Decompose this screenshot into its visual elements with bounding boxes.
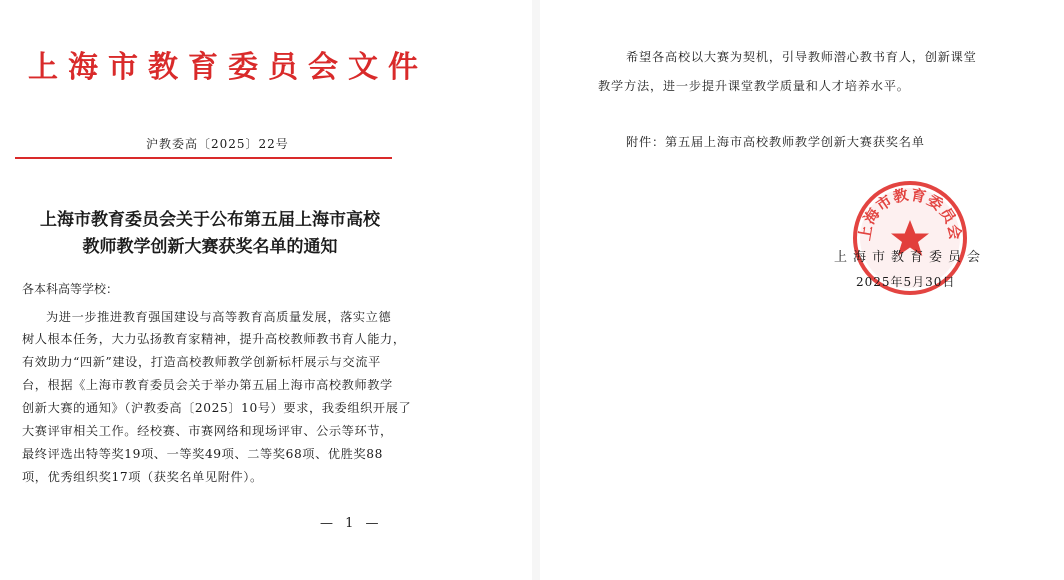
document-header-title: 上海市教育委员会文件 bbox=[28, 50, 428, 85]
issue-date: 2025年5月30日 bbox=[856, 275, 956, 289]
notice-title-line-1: 上海市教育委员会关于公布第五届上海市高校 bbox=[40, 210, 380, 230]
body-paragraph-line: 希望各高校以大赛为契机，引导教师潜心教书育人，创新课堂 bbox=[626, 50, 977, 64]
body-paragraph-line: 创新大赛的通知》（沪教委高〔2025〕10号）要求，我委组织开展了 bbox=[22, 401, 412, 415]
body-paragraph-line: 最终评选出特等奖19项、一等奖49项、二等奖68项、优胜奖88 bbox=[22, 447, 383, 461]
body-paragraph-line: 有效助力“四新”建设，打造高校教师教学创新标杆展示与交流平 bbox=[22, 355, 381, 369]
notice-title-line-2: 教师教学创新大赛获奖名单的通知 bbox=[82, 237, 338, 257]
body-paragraph-line: 项，优秀组织奖17项（获奖名单见附件）。 bbox=[22, 470, 263, 484]
red-divider-line bbox=[15, 157, 392, 159]
body-paragraph-line: 为进一步推进教育强国建设与高等教育高质量发展，落实立德 bbox=[46, 310, 392, 324]
body-paragraph-line: 台，根据《上海市教育委员会关于举办第五届上海市高校教师教学 bbox=[22, 378, 393, 392]
page-gutter bbox=[532, 0, 540, 580]
seal-text: 上海市教育委员会 bbox=[855, 185, 965, 242]
attachment-line: 附件：第五届上海市高校教师教学创新大赛获奖名单 bbox=[626, 135, 925, 149]
salutation: 各本科高等学校： bbox=[22, 282, 119, 296]
body-paragraph-line: 树人根本任务，大力弘扬教育家精神，提升高校教师教书育人能力， bbox=[22, 332, 406, 346]
page-number: — 1 — bbox=[320, 516, 383, 531]
body-paragraph-line: 大赛评审相关工作。经校赛、市赛网络和现场评审、公示等环节， bbox=[22, 424, 393, 438]
document-number: 沪教委高〔2025〕22号 bbox=[146, 137, 289, 151]
document-page-2 bbox=[540, 0, 1064, 580]
body-paragraph-line: 教学方法，进一步提升课堂教学质量和人才培养水平。 bbox=[598, 79, 910, 93]
issuer-name: 上海市教育委员会 bbox=[834, 250, 987, 265]
